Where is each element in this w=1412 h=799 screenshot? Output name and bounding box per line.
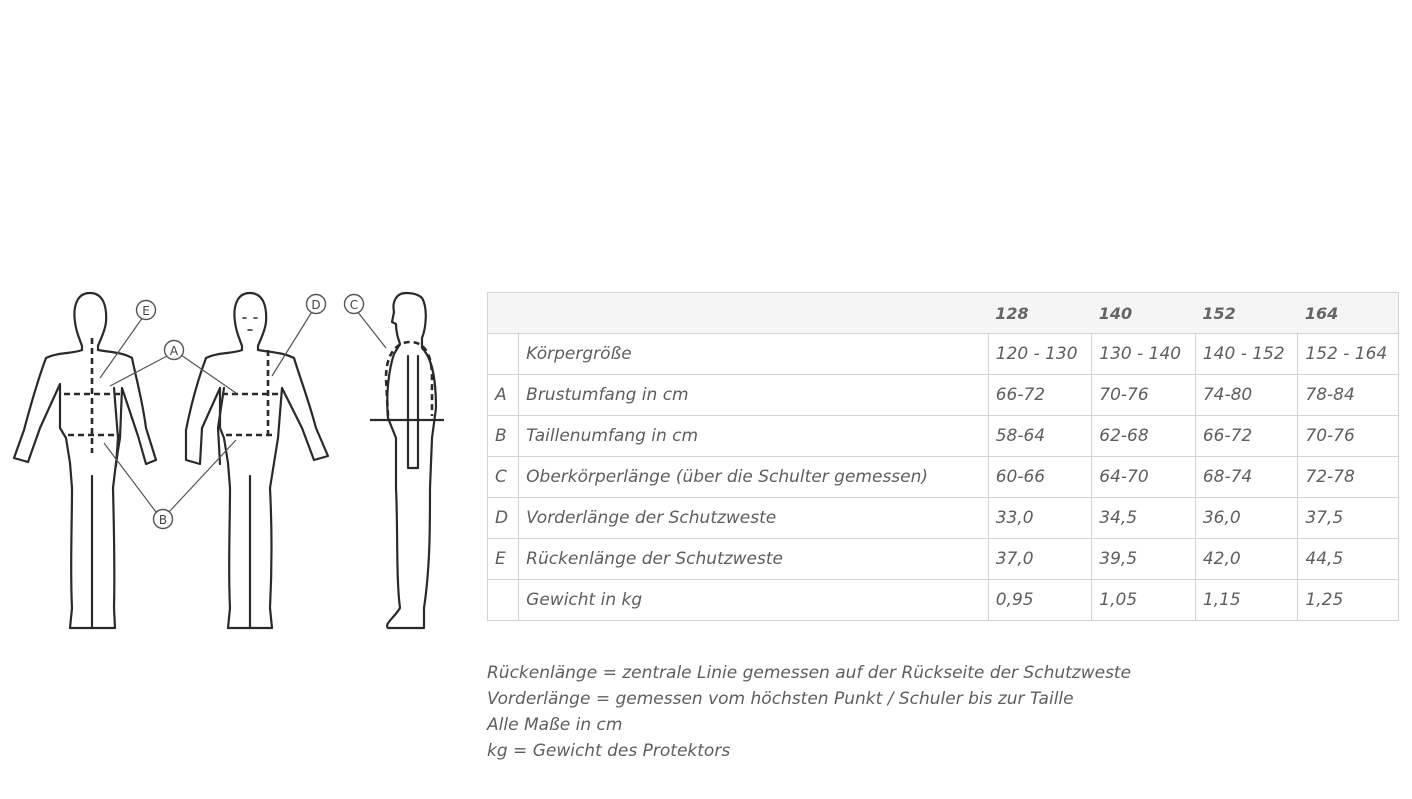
- row-value: 1,15: [1195, 580, 1298, 621]
- svg-text:C: C: [349, 298, 359, 312]
- row-value: 37,0: [988, 539, 1092, 580]
- marker-e-icon: [137, 301, 156, 320]
- row-value: 130 - 140: [1092, 334, 1196, 375]
- row-value: 1,25: [1298, 580, 1399, 621]
- table-row: [488, 416, 1399, 457]
- row-value: 0,95: [988, 580, 1092, 621]
- header-size-140: 140: [1092, 293, 1196, 334]
- measurement-notes: [487, 660, 1387, 764]
- row-letter: [488, 334, 519, 375]
- row-value: 70-76: [1092, 375, 1196, 416]
- row-value: 58-64: [988, 416, 1092, 457]
- note-line: Rückenlänge = zentrale Linie gemessen auf der Rückseite der Schutzweste: [487, 663, 1132, 683]
- row-value: 39,5: [1092, 539, 1196, 580]
- row-value: 120 - 130: [988, 334, 1092, 375]
- svg-text:B: B: [158, 513, 168, 527]
- row-value: 33,0: [988, 498, 1092, 539]
- svg-text:D: D: [311, 298, 321, 312]
- row-label: Gewicht in kg: [519, 580, 989, 621]
- row-label: Körpergröße: [519, 334, 989, 375]
- row-value: 68-74: [1195, 457, 1298, 498]
- header-size-128: 128: [988, 293, 1092, 334]
- row-letter: B: [488, 416, 519, 457]
- front-view-figure: [186, 293, 328, 628]
- svg-text:A: A: [169, 344, 179, 358]
- header-cell-blank: [488, 293, 519, 334]
- row-value: 37,5: [1298, 498, 1399, 539]
- table-row: [488, 375, 1399, 416]
- row-letter: [488, 580, 519, 621]
- table-row: [488, 457, 1399, 498]
- row-value: 1,05: [1092, 580, 1196, 621]
- marker-b-icon: [154, 510, 173, 529]
- row-value: 34,5: [1092, 498, 1196, 539]
- marker-d-icon: [307, 295, 326, 314]
- row-value: 42,0: [1195, 539, 1298, 580]
- row-value: 78-84: [1298, 375, 1399, 416]
- row-label: Brustumfang in cm: [519, 375, 989, 416]
- row-value: 62-68: [1092, 416, 1196, 457]
- row-letter: E: [488, 539, 519, 580]
- marker-c-icon: [345, 295, 364, 314]
- header-cell-label: [519, 293, 989, 334]
- row-letter: A: [488, 375, 519, 416]
- row-label: Vorderlänge der Schutzweste: [519, 498, 989, 539]
- side-view-figure: [387, 293, 436, 628]
- note-line: Vorderlänge = gemessen vom höchsten Punkt / Schuler bis zur Taille: [487, 689, 1074, 709]
- row-value: 152 - 164: [1298, 334, 1399, 375]
- marker-a-icon: [165, 341, 184, 360]
- row-value: 64-70: [1092, 457, 1196, 498]
- table-row: [488, 539, 1399, 580]
- svg-text:E: E: [142, 304, 150, 318]
- back-view-figure: [14, 293, 156, 628]
- header-size-164: 164: [1298, 293, 1399, 334]
- row-label: Rückenlänge der Schutzweste: [519, 539, 989, 580]
- row-value: 66-72: [988, 375, 1092, 416]
- size-chart-table: [487, 292, 1399, 621]
- row-value: 66-72: [1195, 416, 1298, 457]
- header-size-152: 152: [1195, 293, 1298, 334]
- row-value: 60-66: [988, 457, 1092, 498]
- row-label: Taillenumfang in cm: [519, 416, 989, 457]
- note-line: kg = Gewicht des Protektors: [487, 741, 731, 761]
- row-value: 72-78: [1298, 457, 1399, 498]
- row-label: Oberkörperlänge (über die Schulter gemessen): [519, 457, 989, 498]
- row-value: 70-76: [1298, 416, 1399, 457]
- body-measurement-diagram: [10, 288, 450, 634]
- note-line: Alle Maße in cm: [487, 715, 623, 735]
- row-value: 140 - 152: [1195, 334, 1298, 375]
- row-value: 74-80: [1195, 375, 1298, 416]
- table-row: [488, 498, 1399, 539]
- row-letter: C: [488, 457, 519, 498]
- row-letter: D: [488, 498, 519, 539]
- row-value: 44,5: [1298, 539, 1399, 580]
- table-row: [488, 580, 1399, 621]
- table-row: [488, 334, 1399, 375]
- row-value: 36,0: [1195, 498, 1298, 539]
- table-header-row: [488, 293, 1399, 334]
